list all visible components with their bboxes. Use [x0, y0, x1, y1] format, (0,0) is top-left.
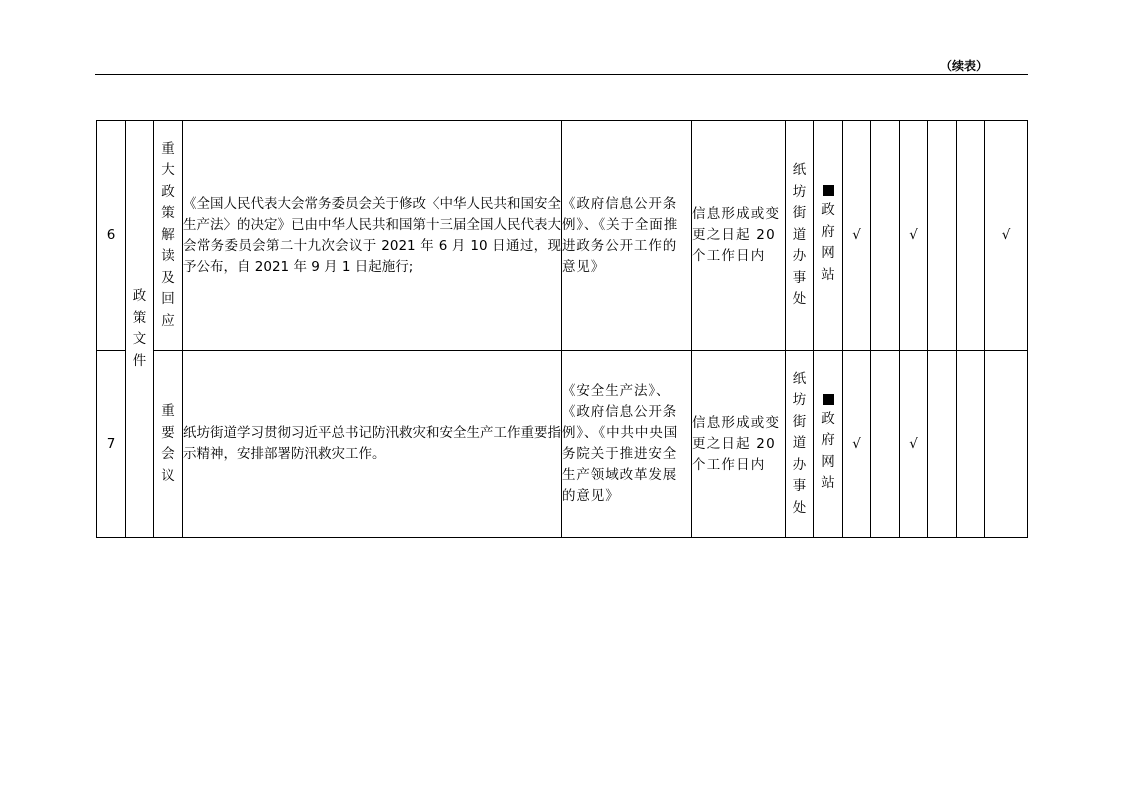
channel-cell: [814, 351, 843, 538]
category-cell: [126, 121, 154, 538]
subcategory-label: 重要会议: [161, 403, 175, 484]
check-cell: √: [985, 121, 1028, 351]
content-cell: 纸坊街道学习贯彻习近平总书记防汛救灾和安全生产工作重要指示精神，安排部署防汛救灾工作。: [183, 351, 562, 538]
basis-cell: 《安全生产法》、《政府信息公开条例》、《中共中央国务院关于推进安全生产领域改革发展的意见》: [562, 351, 692, 538]
channel-label: 政府网站: [821, 410, 835, 491]
table-row: [97, 351, 1028, 538]
check-cell: [928, 351, 957, 538]
check-cell: √: [900, 351, 928, 538]
check-cell: [957, 351, 985, 538]
subject-label: 纸坊街道办事处: [792, 370, 807, 516]
check-cell: [871, 121, 900, 351]
subject-cell: [786, 121, 814, 351]
continued-table-label: （续表）: [940, 59, 989, 73]
time-limit-cell: 信息形成或变更之日起 20 个工作日内: [692, 121, 786, 351]
check-cell: [957, 121, 985, 351]
header-divider: [95, 74, 1028, 75]
check-cell: √: [843, 121, 871, 351]
check-cell: √: [900, 121, 928, 351]
time-limit-cell: 信息形成或变更之日起 20 个工作日内: [692, 351, 786, 538]
subcategory-label: 重大政策解读及回应: [161, 140, 175, 329]
filled-square-icon: [823, 185, 834, 196]
subject-cell: [786, 351, 814, 538]
check-cell: [985, 351, 1028, 538]
check-cell: [871, 351, 900, 538]
filled-square-icon: [823, 394, 834, 405]
subcategory-cell: [154, 351, 183, 538]
basis-cell: 《政府信息公开条例》、《关于全面推进政务公开工作的意见》: [562, 121, 692, 351]
check-cell: [928, 121, 957, 351]
subcategory-cell: [154, 121, 183, 351]
row-number: 7: [97, 351, 126, 538]
table-row: [97, 121, 1028, 351]
content-cell: 《全国人民代表大会常务委员会关于修改〈中华人民共和国安全生产法〉的决定》已由中华人民共和国第十三届全国人民代表大会常务委员会第二十九次会议于 2021 年 6 月 10 日通过，现予公布，自 2021 年 9 月 1 日起施行;: [183, 121, 562, 351]
channel-cell: [814, 121, 843, 351]
row-number: 6: [97, 121, 126, 351]
category-label: 政策文件: [132, 288, 147, 369]
channel-label: 政府网站: [821, 202, 835, 283]
disclosure-table: [96, 120, 1028, 538]
check-cell: √: [843, 351, 871, 538]
subject-label: 纸坊街道办事处: [792, 162, 807, 308]
